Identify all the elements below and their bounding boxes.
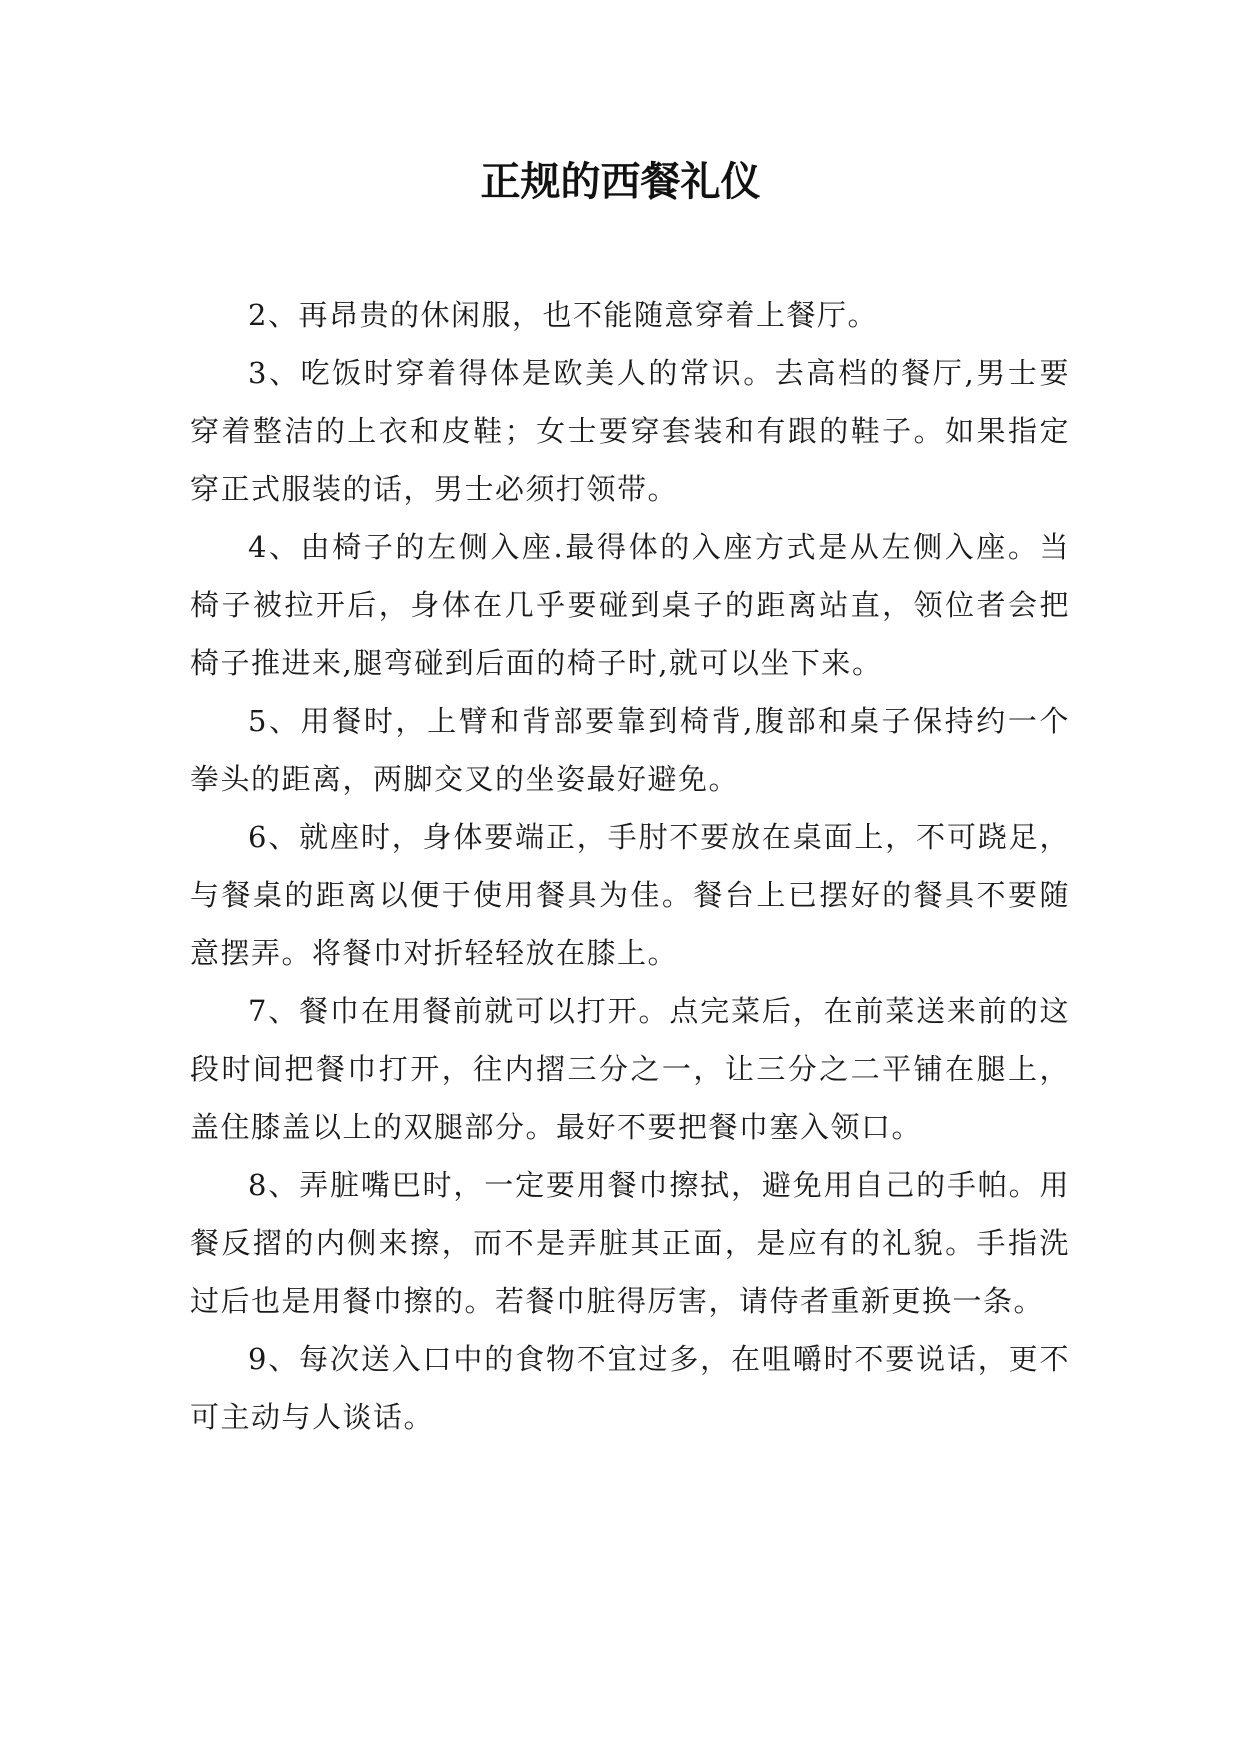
paragraph-2: 2、再昂贵的休闲服，也不能随意穿着上餐厅。: [248, 298, 878, 332]
paragraph-6: 6、就座时，身体要端正，手肘不要放在桌面上，不可跷足，与餐桌的距离以便于使用餐具为佳。餐台上已摆好的餐具不要随意摆弄。将餐巾对折轻轻放在膝上。: [190, 820, 1070, 970]
paragraph-9: 9、每次送入口中的食物不宜过多，在咀嚼时不要说话，更不可主动与人谈话。: [190, 1342, 1070, 1434]
document-body: [190, 286, 1070, 1446]
paragraph-3: 3、吃饭时穿着得体是欧美人的常识。去高档的餐厅,男士要穿着整洁的上衣和皮鞋；女士要穿套装和有跟的鞋子。如果指定穿正式服装的话，男士必须打领带。: [190, 356, 1070, 506]
paragraph-4: 4、由椅子的左侧入座.最得体的入座方式是从左侧入座。当椅子被拉开后，身体在几乎要碰到桌子的距离站直，领位者会把椅子推进来,腿弯碰到后面的椅子时,就可以坐下来。: [190, 530, 1070, 680]
document-title: 正规的西餐礼仪: [480, 158, 761, 205]
paragraph-7: 7、餐巾在用餐前就可以打开。点完菜后，在前菜送来前的这段时间把餐巾打开，往内摺三分之一，让三分之二平铺在腿上，盖住膝盖以上的双腿部分。最好不要把餐巾塞入领口。: [190, 994, 1070, 1144]
paragraph-5: 5、用餐时，上臂和背部要靠到椅背,腹部和桌子保持约一个拳头的距离，两脚交叉的坐姿最好避免。: [190, 704, 1070, 796]
paragraph-8: 8、弄脏嘴巴时，一定要用餐巾擦拭，避免用自己的手帕。用餐反摺的内侧来擦，而不是弄脏其正面，是应有的礼貌。手指洗过后也是用餐巾擦的。若餐巾脏得厉害，请侍者重新更换一条。: [190, 1168, 1070, 1318]
